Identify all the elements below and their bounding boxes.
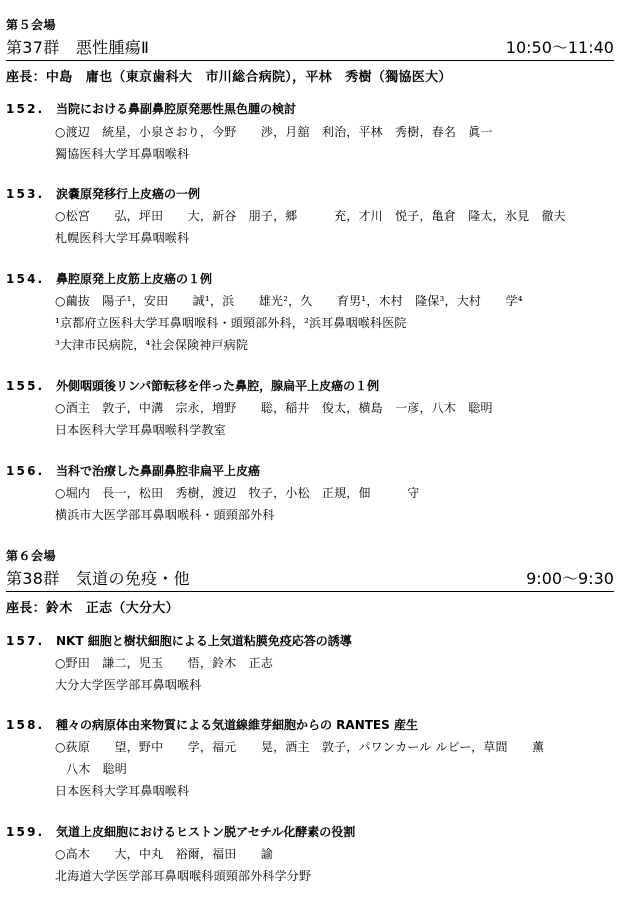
presentation-title: 気道上皮細胞におけるヒストン脱アセチル化酵素の役割 [56,825,356,839]
authors-line: ○堀内 長一，松田 秀樹，渡辺 牧子，小松 正規，佃 守 [55,486,420,500]
chairpersons: 座長：中島 庸也（東京歯科大 市川総合病院），平林 秀樹（獨協医大） [6,70,452,85]
affiliation-line: 獨協医科大学耳鼻咽喉科 [55,147,190,161]
presentation-title: 当科で治療した鼻副鼻腔非扁平上皮癌 [56,464,261,478]
presentation-number: 156. [6,464,45,478]
authors-line: ○荻原 望，野中 学，福元 晃，酒主 敦子，パワンカール ルビー，草間 薫 [55,740,545,754]
presentation-title-row [6,185,200,202]
authors-line: 八木 聡明 [66,762,128,776]
session-header [6,38,614,61]
chairpersons: 座長：鈴木 正志（大分大） [6,601,179,616]
presentation-number: 158. [6,718,45,732]
venue-label: 第５会場 [6,18,57,32]
affiliation-line: 札幌医科大学耳鼻咽喉科 [55,231,190,245]
presentation-title: 種々の病原体由来物質による気道線維芽細胞からの RANTES 産生 [56,718,418,732]
presentation-number: 154. [6,272,45,286]
presentation-title: 当院における鼻副鼻腔原発悪性黒色腫の検討 [56,102,297,116]
presentation-title: 外側咽頭後リンパ節転移を伴った鼻腔，腺扁平上皮癌の１例 [56,379,380,393]
session-title: 第37群 悪性腫瘍Ⅱ [6,38,150,57]
presentation-number: 152. [6,102,45,116]
authors-line: ○酒主 敦子，中溝 宗永，増野 聡，稲井 俊太，横島 一彦，八木 聡明 [55,401,493,415]
affiliation-line: 大分大学医学部耳鼻咽喉科 [55,678,202,692]
presentation-title-row [6,462,260,479]
presentation-title: NKT 細胞と樹状細胞による上気道粘膜免疫応答の誘導 [56,634,352,648]
presentation-title-row [6,632,352,649]
presentation-title-row [6,377,379,394]
presentation-number: 153. [6,187,45,201]
affiliation-line: 日本医科大学耳鼻咽喉科学教室 [55,423,226,437]
authors-line: ○松宮 弘，坪田 大，新谷 朋子，郷 充，才川 悦子，亀倉 隆太，氷見 徹夫 [55,209,566,223]
affiliation-line: 北海道大学医学部耳鼻咽喉科頭頸部外科学分野 [55,869,312,883]
affiliation-line: ¹京都府立医科大学耳鼻咽喉科・頭頸部外科，²浜耳鼻咽喉科医院 [55,316,407,330]
presentation-title-row [6,100,296,117]
session-title: 第38群 気道の免疫・他 [6,569,190,588]
session-header [6,569,614,592]
authors-line: ○繭抜 陽子¹，安田 誠¹，浜 雄光²，久 育男¹，木村 隆保³，大村 学⁴ [55,294,523,308]
presentation-number: 155. [6,379,45,393]
session-time: 9:00〜9:30 [526,569,614,588]
presentation-title: 鼻腔原発上皮筋上皮癌の１例 [56,272,213,286]
presentation-title-row [6,716,418,733]
presentation-number: 159. [6,825,45,839]
venue-label: 第６会場 [6,549,57,563]
authors-line: ○高木 大，中丸 裕爾，福田 諭 [55,847,274,861]
affiliation-line: 横浜市大医学部耳鼻咽喉科・頭頸部外科 [55,508,275,522]
affiliation-line: 日本医科大学耳鼻咽喉科 [55,784,190,798]
authors-line: ○渡辺 統星，小泉さおり，今野 渉，月舘 利治，平林 秀樹，春名 眞一 [55,125,493,139]
presentation-title: 涙嚢原発移行上皮癌の一例 [56,187,201,201]
affiliation-line: ³大津市民病院，⁴社会保険神戸病院 [55,338,249,352]
session-time: 10:50〜11:40 [505,38,614,57]
presentation-title-row [6,823,355,840]
presentation-number: 157. [6,634,45,648]
authors-line: ○野田 謙二，児玉 悟，鈴木 正志 [55,656,274,670]
presentation-title-row [6,270,212,287]
